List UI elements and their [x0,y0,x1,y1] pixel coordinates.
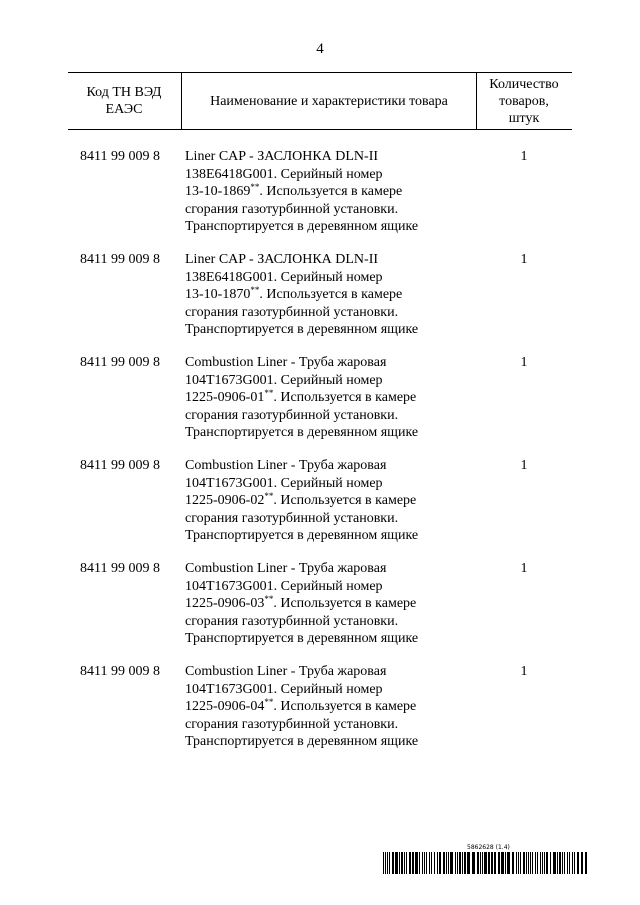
footnote-mark: ** [250,285,260,295]
description-line: сгорания газотурбинной установки. [185,201,399,217]
product-description [185,251,471,339]
description-text: . Используется в камере [273,493,417,508]
description-line: сгорания газотурбинной установки. [185,510,399,526]
description-line: Транспортируется в деревянном ящике [185,734,419,749]
table-row [68,457,572,560]
quantity: 1 [520,664,528,679]
description-line: сгорания газотурбинной установки. [185,716,399,732]
serial-number: 1225-0906-01 [185,390,265,405]
footnote-mark: ** [264,594,274,604]
hs-code: 8411 99 009 8 [80,458,160,473]
serial-number: 1225-0906-04 [185,699,265,714]
description-line: Транспортируется в деревянном ящике [185,528,419,543]
hs-code: 8411 99 009 8 [80,664,160,679]
serial-number: 13-10-1870 [185,287,251,302]
hs-code: 8411 99 009 8 [80,149,160,164]
description-line: 104T1673G001. Серийный номер [185,372,383,388]
description-line [185,389,471,407]
footnote-mark: ** [264,491,274,501]
quantity: 1 [520,252,528,267]
header-quantity [476,73,572,129]
product-description [185,148,471,236]
footnote-mark: ** [250,182,260,192]
description-line: 138E6418G001. Серийный номер [185,269,383,285]
table-row [68,354,572,457]
table-row [68,148,572,251]
description-line: Combustion Liner - Труба жаровая [185,664,387,679]
page-number: 4 [316,41,324,57]
quantity: 1 [520,149,528,164]
table-row [68,663,572,766]
product-description [185,354,471,442]
footnote-mark: ** [264,697,274,707]
description-line: Combustion Liner - Труба жаровая [185,355,387,370]
product-description [185,663,471,751]
serial-number: 13-10-1869 [185,184,251,199]
description-text: . Используется в камере [259,184,403,199]
description-line: 138E6418G001. Серийный номер [185,166,383,182]
header-code-line: ЕАЭС [105,102,143,117]
description-text: . Используется в камере [273,699,417,714]
barcode-image [383,852,589,874]
description-line [185,286,471,304]
footnote-mark: ** [264,388,274,398]
product-description [185,560,471,648]
header-quantity-line: Количество [489,76,559,92]
table-row [68,251,572,354]
description-line: Транспортируется в деревянном ящике [185,425,419,440]
description-line [185,492,471,510]
description-text: . Используется в камере [273,390,417,405]
header-quantity-line: товаров, [499,93,549,109]
description-line: сгорания газотурбинной установки. [185,613,399,629]
description-line: Combustion Liner - Труба жаровая [185,561,387,576]
description-line: сгорания газотурбинной установки. [185,304,399,320]
header-code [68,73,180,129]
description-line: 104T1673G001. Серийный номер [185,475,383,491]
header-name: Наименование и характеристики товара [181,73,477,129]
description-line: Liner CAP - ЗАСЛОНКА DLN-II [185,149,379,164]
hs-code: 8411 99 009 8 [80,561,160,576]
quantity: 1 [520,458,528,473]
hs-code: 8411 99 009 8 [80,252,160,267]
description-line: Транспортируется в деревянном ящике [185,631,419,646]
hs-code: 8411 99 009 8 [80,355,160,370]
description-line: Combustion Liner - Труба жаровая [185,458,387,473]
product-description [185,457,471,545]
description-line [185,595,471,613]
description-line [185,698,471,716]
description-line: сгорания газотурбинной установки. [185,407,399,423]
table-header [68,72,572,130]
quantity: 1 [520,355,528,370]
description-text: . Используется в камере [273,596,417,611]
description-line: Liner CAP - ЗАСЛОНКА DLN-II [185,252,379,267]
table-body [68,148,572,766]
header-quantity-line: штук [508,110,540,126]
serial-number: 1225-0906-02 [185,493,265,508]
serial-number: 1225-0906-03 [185,596,265,611]
description-line [185,183,471,201]
description-line: 104T1673G001. Серийный номер [185,578,383,594]
header-code-line: Код ТН ВЭД [86,85,162,100]
barcode-label: 5862628 (1.4) [467,844,510,851]
description-text: . Используется в камере [259,287,403,302]
description-line: Транспортируется в деревянном ящике [185,322,419,337]
table-row [68,560,572,663]
quantity: 1 [520,561,528,576]
description-line: 104T1673G001. Серийный номер [185,681,383,697]
description-line: Транспортируется в деревянном ящике [185,219,419,234]
